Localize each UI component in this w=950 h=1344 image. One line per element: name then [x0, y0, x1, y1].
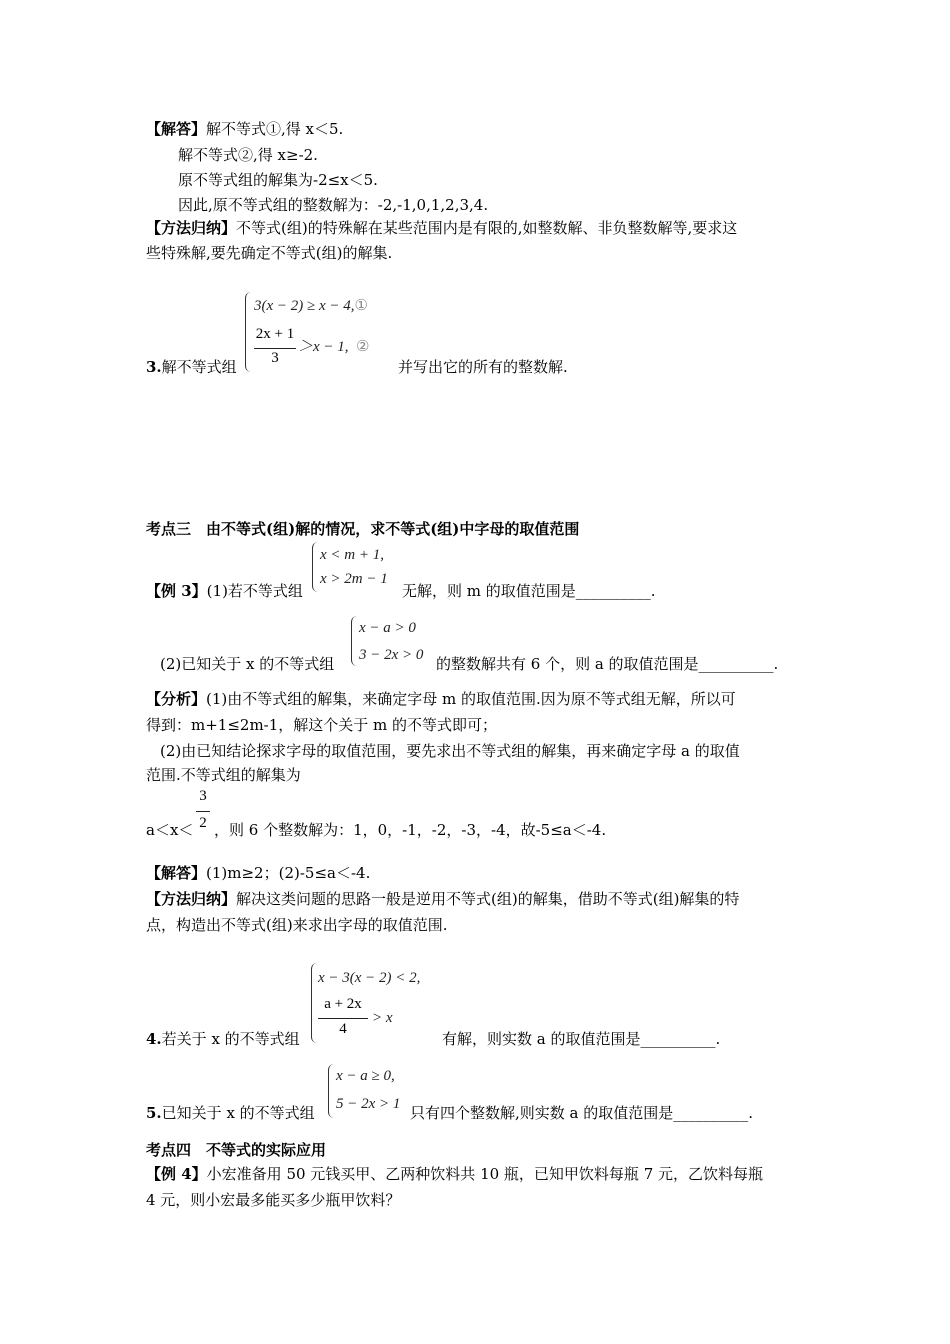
q5-eq2: 5 − 2x > 1	[336, 1096, 401, 1112]
q4-prompt: 4.若关于 x 的不等式组	[146, 1030, 300, 1048]
frac-bar	[196, 811, 210, 812]
method-line-1: 【方法归纳】不等式(组)的特殊解在某些范围内是有限的,如整数解、非负整数解等,要求这	[146, 219, 738, 237]
method-line-2: 些特殊解,要先确定不等式(组)的解集.	[146, 244, 393, 262]
ex3-p2-eq2: 3 − 2x > 0	[359, 647, 424, 663]
analysis-line-1: 【分析】(1)由不等式组的解集，来确定字母 m 的取值范围.因为原不等式组无解，所以可	[146, 690, 736, 708]
ex3-p2-brace	[351, 616, 358, 666]
q4-brace	[311, 963, 318, 1043]
ex3-p1-post: 无解，则 m 的取值范围是__________.	[402, 582, 656, 600]
analysis-line-2: 得到：m+1≤2m-1，解这个关于 m 的不等式即可；	[146, 716, 498, 734]
example-tag: 【例 3】	[146, 582, 207, 600]
q3-post: 并写出它的所有的整数解.	[398, 358, 568, 376]
ex3-p2-eq1: x − a > 0	[359, 620, 416, 636]
section-4-title: 考点四 不等式的实际应用	[146, 1141, 327, 1159]
q5-post: 只有四个整数解,则实数 a 的取值范围是__________.	[410, 1104, 754, 1122]
analysis-tag: 【分析】	[146, 690, 207, 708]
q5-eq1: x − a ≥ 0,	[336, 1068, 395, 1084]
ex3-part-1: 【例 3】(1)若不等式组	[146, 582, 303, 600]
q3-fraction-bar	[254, 348, 296, 349]
ex3-p1-eq2: x > 2m − 1	[320, 571, 388, 587]
example-4-line-2: 4 元，则小宏最多能买多少瓶甲饮料？	[146, 1191, 401, 1209]
q3-eq2-rest: ＞x − 1, ②	[298, 339, 370, 355]
method-3-line-2: 点，构造出不等式(组)来求出字母的取值范围.	[146, 916, 448, 934]
answer-line-1: 【解答】解不等式①,得 x＜5.	[146, 120, 344, 138]
method-tag: 【方法归纳】	[146, 219, 237, 237]
q4-fraction-bar	[318, 1018, 368, 1019]
q3-eq2-denominator: 3	[271, 350, 279, 366]
q5-brace	[328, 1064, 335, 1118]
answer-line-2: 解不等式②,得 x≥-2.	[178, 146, 318, 164]
q4-eq1: x − 3(x − 2) < 2,	[318, 970, 421, 986]
ex3-p2-post: 的整数解共有 6 个，则 a 的取值范围是__________.	[436, 655, 779, 673]
frac-denominator: 2	[199, 815, 207, 831]
q3-prompt: 3.解不等式组	[146, 358, 237, 376]
analysis-line-5-pre: a＜x＜	[146, 821, 194, 839]
q3-eq2-numerator: 2x + 1	[255, 326, 295, 342]
ex3-p1-brace	[312, 542, 319, 592]
answer-line-4: 因此,原不等式组的整数解为：-2,-1,0,1,2,3,4.	[178, 196, 489, 214]
q3-brace	[245, 292, 252, 372]
answer-tag: 【解答】	[146, 120, 207, 138]
analysis-line-4: 范围.不等式组的解集为	[146, 766, 301, 784]
analysis-line-3: (2)由已知结论探求字母的取值范围，要先求出不等式组的解集，再来确定字母 a 的取值	[160, 742, 740, 760]
q4-eq2-rest: > x	[372, 1010, 393, 1026]
example-4-line-1: 【例 4】小宏准备用 50 元钱买甲、乙两种饮料共 10 瓶，已知甲饮料每瓶 7 元，乙饮料每瓶	[146, 1165, 764, 1183]
answer-line-3: 原不等式组的解集为-2≤x＜5.	[178, 171, 378, 189]
q4-eq2-numerator: a + 2x	[324, 996, 362, 1012]
q4-eq2-denominator: 4	[339, 1021, 347, 1037]
analysis-line-5-post: ，则 6 个整数解为：1，0，-1，-2，-3，-4，故-5≤a＜-4.	[214, 821, 607, 839]
method-3-line-1: 【方法归纳】解决这类问题的思路一般是逆用不等式(组)的解集，借助不等式(组)解集的特	[146, 890, 740, 908]
q3-eq1: 3(x − 2) ≥ x − 4,①	[254, 298, 368, 314]
q4-post: 有解，则实数 a 的取值范围是__________.	[442, 1030, 721, 1048]
answer-3: 【解答】(1)m≥2；(2)-5≤a＜-4.	[146, 864, 371, 882]
frac-numerator: 3	[199, 788, 207, 804]
q5-prompt: 5.已知关于 x 的不等式组	[146, 1104, 315, 1122]
ex3-part-2: (2)已知关于 x 的不等式组	[160, 655, 335, 673]
ex3-p1-eq1: x < m + 1,	[320, 547, 384, 563]
section-3-title: 考点三 由不等式(组)解的情况，求不等式(组)中字母的取值范围	[146, 520, 580, 538]
